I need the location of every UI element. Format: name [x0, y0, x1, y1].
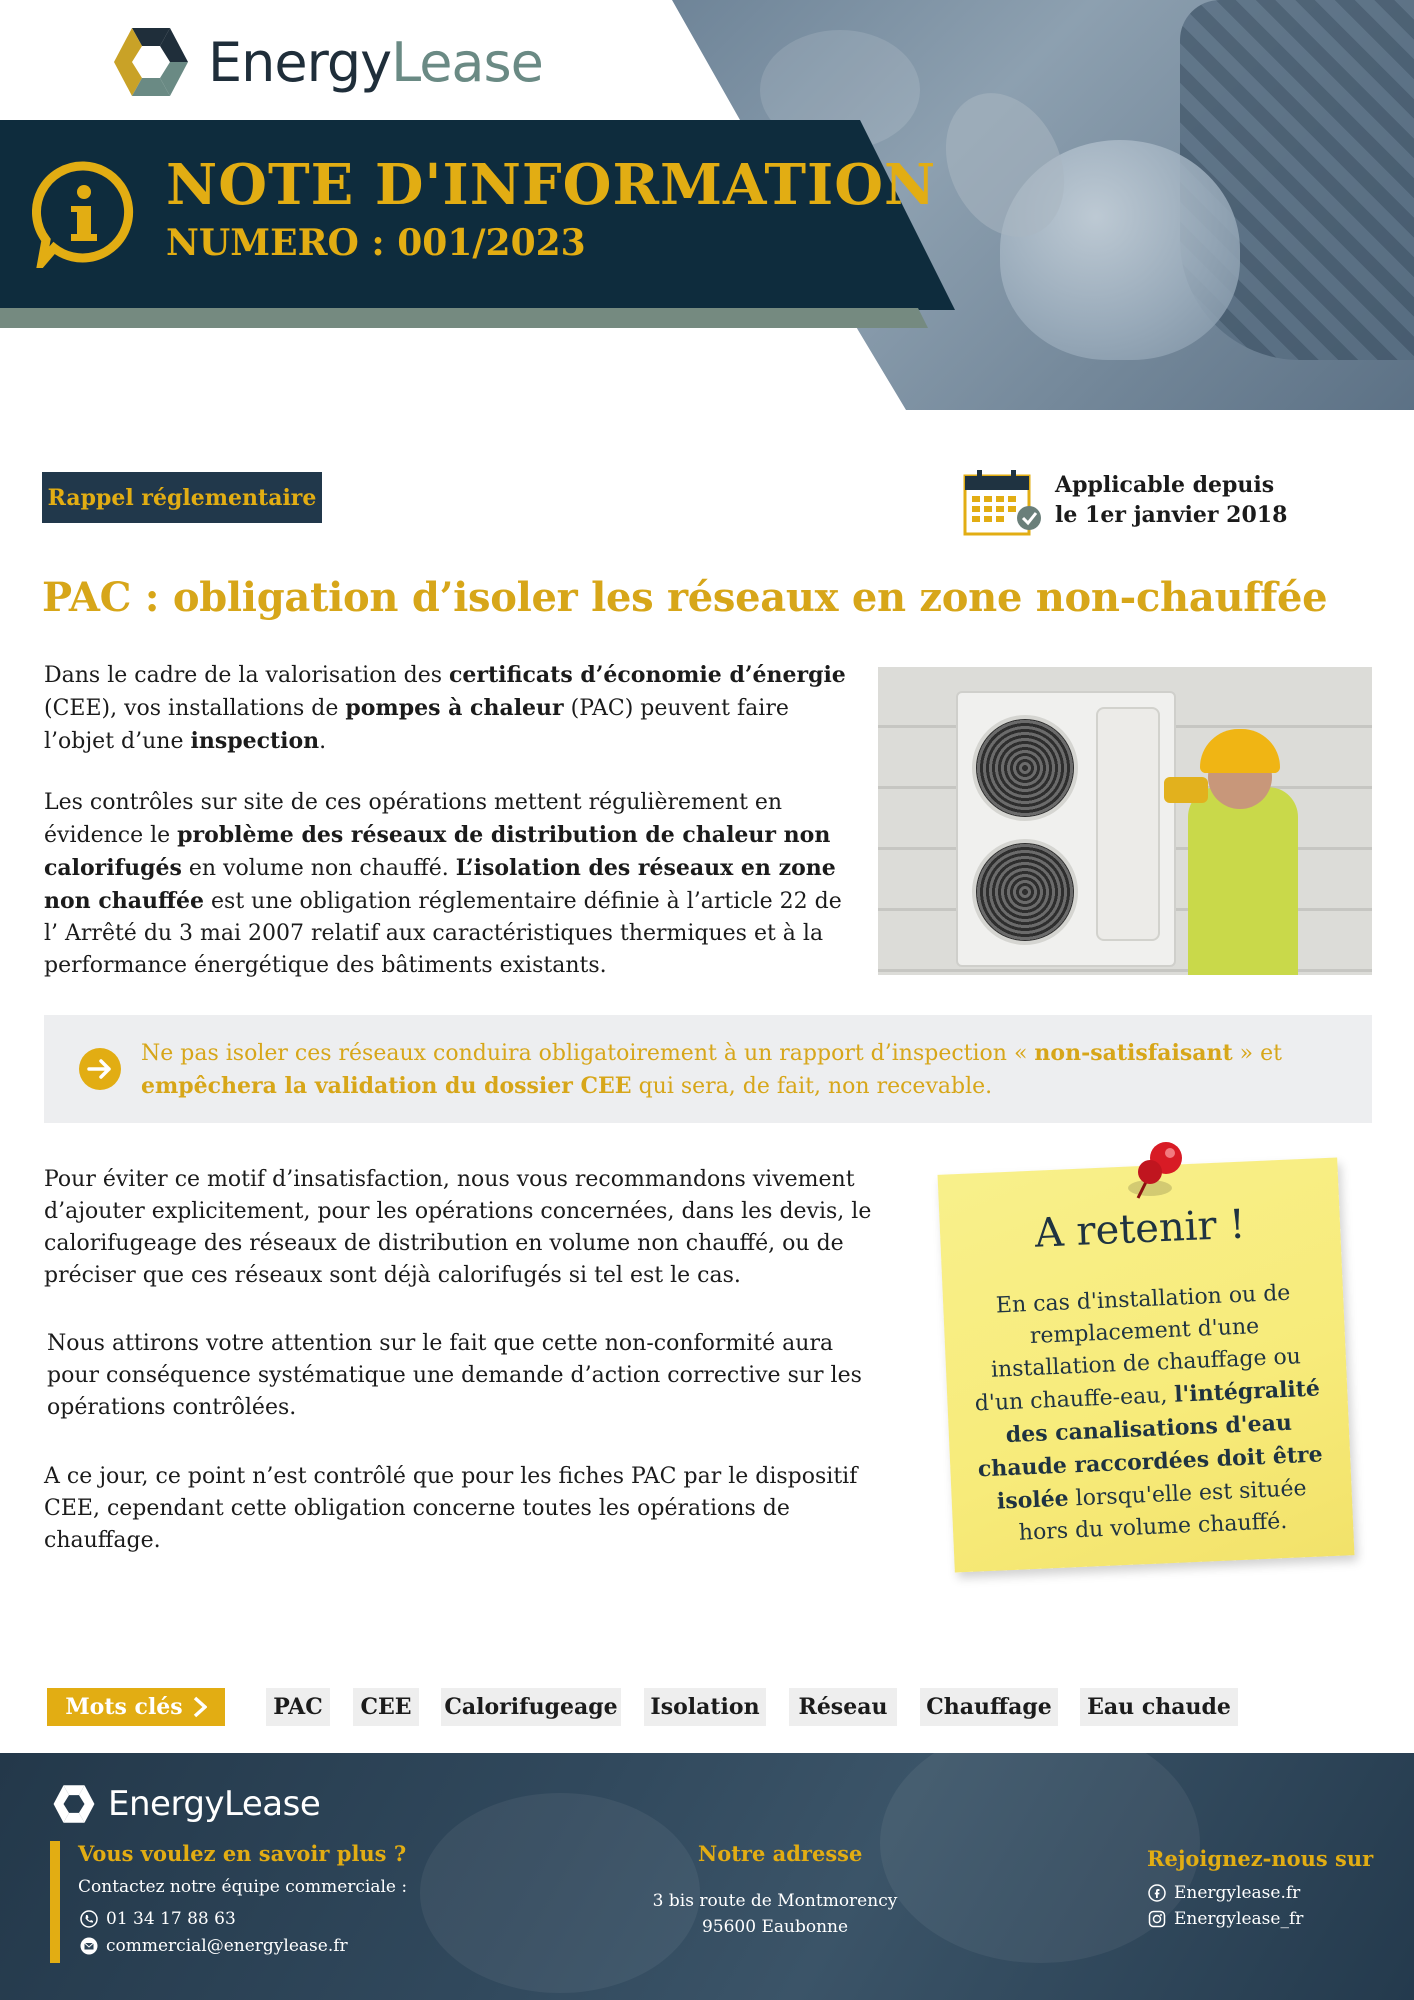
- footer-logo: EnergyLease: [52, 1783, 320, 1825]
- keyword-tag: Calorifugeage: [441, 1688, 621, 1726]
- instagram-icon: [1148, 1910, 1166, 1928]
- rappel-badge: Rappel réglementaire: [42, 472, 322, 523]
- footer-accent-bar: [50, 1841, 60, 1963]
- warning-text: Ne pas isoler ces réseaux conduira obligatoirement à un rapport d’inspection « non-satisfaisant » et empêchera la validation du dossier CEE qui sera, de fait, non recevable.: [141, 1040, 1282, 1099]
- scope-paragraph: A ce jour, ce point n’est contrôlé que pour les fiches PAC par le dispositif CEE, cependant cette obligation concerne toutes les opérations de chauffage.: [44, 1464, 858, 1553]
- instagram-link[interactable]: Energylease_fr: [1148, 1909, 1303, 1929]
- arrow-right-circle-icon: [78, 1047, 122, 1091]
- keyword-tag: CEE: [353, 1688, 419, 1726]
- keyword-tag: Réseau: [789, 1688, 897, 1726]
- sticky-note: [938, 1157, 1355, 1572]
- footer: [0, 1753, 1414, 2000]
- sticky-text: En cas d'installation ou de remplacement d'une installation de chauffage ou d'un chauffe-eau, l'intégralité des canalisations d'eau chaude raccordées doit être isolée lorsqu'elle est située hors du volume chauffé.: [974, 1280, 1324, 1546]
- phone-icon: [80, 1910, 98, 1928]
- brand-logo: [112, 24, 543, 100]
- attention-paragraph: Nous attirons votre attention sur le fait que cette non-conformité aura pour conséquence systématique une demande d’action corrective sur les opérations contrôlées.: [47, 1331, 862, 1420]
- keyword-tag: Eau chaude: [1080, 1688, 1238, 1726]
- hexagon-logo-icon: [112, 24, 190, 100]
- document-title: NOTE D'INFORMATION: [166, 152, 937, 218]
- address-heading: Notre adresse: [698, 1841, 863, 1866]
- main-heading: PAC : obligation d’isoler les réseaux en zone non-chauffée: [42, 574, 1328, 621]
- contact-heading: Vous voulez en savoir plus ?: [78, 1841, 407, 1866]
- document-number: NUMERO : 001/2023: [166, 222, 586, 264]
- contact-text: Contactez notre équipe commerciale :: [78, 1877, 408, 1897]
- pushpin-icon: [1120, 1136, 1196, 1206]
- facebook-icon: [1148, 1884, 1166, 1902]
- chevron-right-icon: [193, 1696, 207, 1718]
- brand-name: EnergyLease: [208, 30, 543, 94]
- title-underband: [0, 308, 928, 328]
- phone-row[interactable]: 01 34 17 88 63: [80, 1909, 236, 1929]
- calendar-check-icon: [963, 468, 1043, 538]
- applicable-date: Applicable depuis le 1er janvier 2018: [1055, 472, 1288, 528]
- intro-paragraph: Dans le cadre de la valorisation des certificats d’économie d’énergie (CEE), vos installations de pompes à chaleur (PAC) peuvent faire l’objet d’une inspection.: [44, 662, 846, 754]
- keyword-tag: PAC: [266, 1688, 330, 1726]
- social-heading: Rejoignez-nous sur: [1147, 1846, 1374, 1871]
- controls-paragraph: Les contrôles sur site de ces opérations mettent régulièrement en évidence le problème des réseaux de distribution de chaleur non calorifugés en volume non chauffé. L’isolation des réseaux en zone non chauffée est une obligation réglementaire définie à l’article 22 de l’ Arrêté du 3 mai 2007 relatif aux caractéristiques thermiques et à la performance énergétique des bâtiments existants.: [44, 790, 842, 978]
- keyword-tag: Isolation: [644, 1688, 766, 1726]
- heat-pump-photo: [878, 667, 1372, 975]
- warning-box: [44, 1015, 1372, 1123]
- keywords-label: Mots clés: [47, 1688, 225, 1726]
- sticky-title: A retenir !: [1033, 1201, 1247, 1257]
- facebook-link[interactable]: Energylease.fr: [1148, 1883, 1300, 1903]
- email-row[interactable]: commercial@energylease.fr: [80, 1936, 348, 1956]
- recommendation-paragraph: Pour éviter ce motif d’insatisfaction, nous vous recommandons vivement d’ajouter explicitement, pour les opérations concernées, dans les devis, le calorifugeage des réseaux de distribution en volume non chauffé, ou de préciser que ces réseaux sont déjà calorifugés si tel est le cas.: [44, 1167, 872, 1288]
- info-bubble-icon: [32, 160, 136, 268]
- email-icon: [80, 1937, 98, 1955]
- address-text: 3 bis route de Montmorency 95600 Eaubonne: [652, 1891, 898, 1937]
- keyword-tag: Chauffage: [920, 1688, 1058, 1726]
- hexagon-logo-icon: [52, 1783, 96, 1825]
